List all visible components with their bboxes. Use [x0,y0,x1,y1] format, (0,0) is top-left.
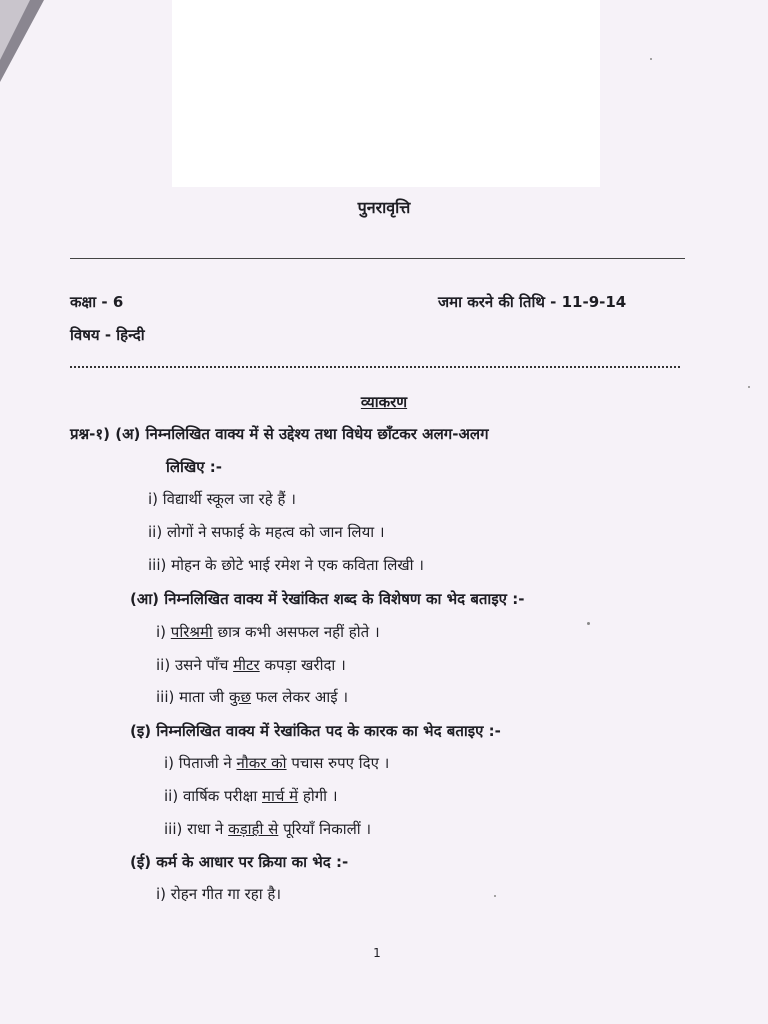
item-text: i) पिताजी ने [164,754,237,772]
question-2-heading: (आ) निम्नलिखित वाक्य में रेखांकित शब्द के विशेषण का भेद बताइए :- [130,590,525,608]
scan-speck [587,622,590,625]
question-3-item [164,786,338,806]
question-1-line-1: प्रश्न-१) (अ) निम्नलिखित वाक्य में से उद्देश्य तथा विधेय छाँटकर अलग-अलग [70,425,489,443]
section-heading-text: व्याकरण [360,393,408,411]
item-text: iii) माता जी [156,688,229,706]
underlined-word: मार्च में [261,787,299,805]
question-2-item [156,687,348,707]
item-text: फल लेकर आई । [251,688,349,706]
class-label: कक्षा - 6 [70,293,124,311]
underlined-word: कड़ाही से [228,820,279,838]
page-fold-corner [0,0,30,60]
item-text: i) [156,623,171,641]
scan-speck [748,386,750,388]
underlined-word: परिश्रमी [170,623,213,641]
scan-speck [494,895,496,897]
subject-label: विषय - हिन्दी [70,326,145,344]
item-text: ii) वार्षिक परीक्षा [164,787,262,805]
title-divider [70,258,685,259]
item-text: ii) उसने पाँच [156,656,234,674]
question-2-item [156,655,346,675]
scan-speck [650,58,652,60]
header-divider [70,366,680,368]
item-text: छात्र कभी असफल नहीं होते । [212,623,380,641]
question-1-item: iii) मोहन के छोटे भाई रमेश ने एक कविता लिखी । [148,556,424,574]
item-text: होगी । [298,787,338,805]
redacted-header-area [172,0,600,187]
question-1-item: i) विद्यार्थी स्कूल जा रहे हैं । [148,490,296,508]
item-text: पूरियाँ निकालीं । [278,820,372,838]
question-3-heading: (इ) निम्नलिखित वाक्य में रेखांकित पद के कारक का भेद बताइए :- [130,722,501,740]
question-4-heading: (ई) कर्म के आधार पर क्रिया का भेद :- [130,853,349,871]
underlined-word: मीटर [233,656,260,674]
section-heading [0,392,768,412]
question-3-item [164,819,371,839]
question-2-item [156,622,380,642]
question-3-item [164,753,389,773]
question-4-item: i) रोहन गीत गा रहा है। [156,885,282,903]
question-1-line-2: लिखिए :- [166,458,222,476]
item-text: कपड़ा खरीदा । [259,656,346,674]
due-date-label: जमा करने की तिथि - 11-9-14 [438,293,627,311]
item-text: पचास रुपए दिए । [286,754,390,772]
question-1-item: ii) लोगों ने सफाई के महत्व को जान लिया । [148,523,385,541]
underlined-word: नौकर को [236,754,287,772]
item-text: iii) राधा ने [164,820,229,838]
page-title: पुनरावृत्ति [357,198,411,217]
underlined-word: कुछ [228,688,252,706]
page-number: 1 [373,946,381,960]
